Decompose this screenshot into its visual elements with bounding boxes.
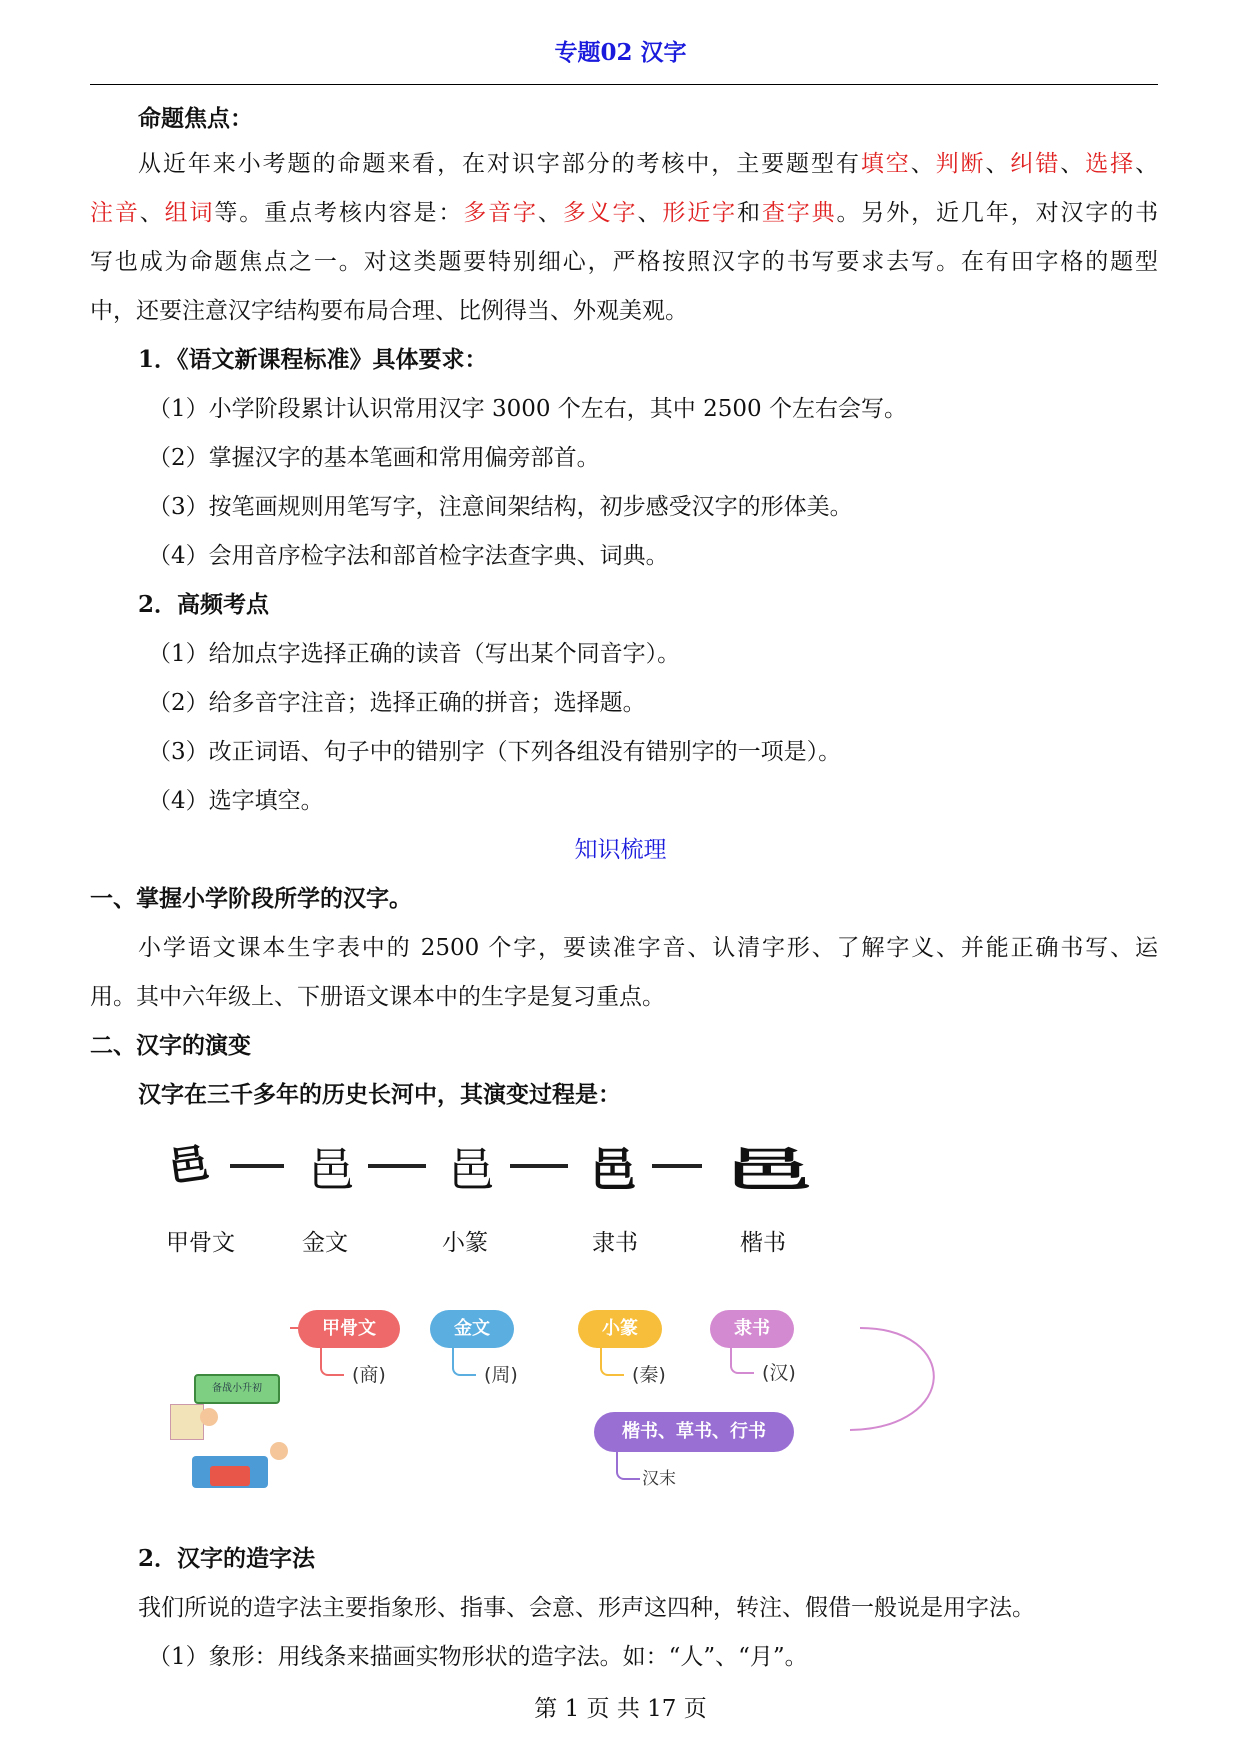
evo-label: 隶书 [592, 1230, 638, 1256]
keyword: 纠错 [1010, 151, 1061, 177]
hot-point-item: （3）改正词语、句子中的错别字（下列各组没有错别字的一项是）。 [148, 739, 842, 765]
hot-point-item: （2）给多音字注音；选择正确的拼音；选择题。 [148, 690, 646, 716]
page-title: 专题02 汉字 [554, 39, 687, 66]
node-regular-cursive-running: 楷书、草书、行书 [594, 1412, 794, 1452]
badge: 备战小升初 [194, 1374, 280, 1404]
knowledge-title: 知识梳理 [574, 837, 667, 863]
text: 、 [910, 151, 936, 177]
focus-line-2 [90, 194, 1158, 227]
dash [230, 1164, 284, 1168]
glyph-clerical: 邑 [590, 1143, 636, 1197]
glyph-regular: 邑 [724, 1143, 812, 1197]
evo-label: 金文 [302, 1230, 348, 1256]
keyword: 判断 [935, 151, 986, 177]
section-1-line: 用。其中六年级上、下册语文课本中的生字是复习重点。 [90, 984, 665, 1010]
focus-line-1 [138, 145, 1158, 178]
kids-reading-illustration [162, 1370, 300, 1492]
keyword: 多义字 [562, 200, 638, 226]
header-rule [90, 84, 1158, 85]
hot-point-item: （1）给加点字选择正确的读音（写出某个同音字）。 [148, 641, 681, 667]
keyword: 填空 [860, 151, 911, 177]
text: 和 [736, 200, 762, 226]
evolution-mind-map [150, 1278, 970, 1528]
focus-heading: 命题焦点： [138, 105, 253, 132]
text: 等。重点考核内容是： [214, 200, 464, 226]
focus-line-3: 写也成为命题焦点之一。对这类题要特别细心，严格按照汉字的书写要求去写。在有田字格的题型 [90, 249, 1158, 275]
era-label: (汉) [762, 1362, 796, 1384]
book-icon [210, 1466, 250, 1486]
section-1-heading: 一、掌握小学阶段所学的汉字。 [90, 885, 412, 912]
page-footer: 第 1 页 共 17 页 [534, 1696, 707, 1722]
connector [600, 1348, 624, 1376]
keyword: 多音字 [463, 200, 538, 226]
mind-map-root: 汉字的 演变 [198, 1296, 262, 1348]
requirement-item: （3）按笔画规则用笔写字，注意间架结构，初步感受汉字的形体美。 [148, 494, 853, 520]
requirement-item: （2）掌握汉字的基本笔画和常用偏旁部首。 [148, 445, 600, 471]
era-label: (周) [484, 1364, 518, 1386]
node-seal: 小篆 [578, 1310, 662, 1348]
connector [616, 1452, 640, 1480]
text: 从近年来小考题的命题来看，在对识字部分的考核中，主要题型有 [138, 151, 861, 177]
text: 、 [1060, 151, 1086, 177]
evo-label: 楷书 [740, 1230, 786, 1256]
keyword: 查字典 [761, 200, 837, 226]
evo-label: 小篆 [442, 1230, 488, 1256]
keyword: 选择 [1085, 151, 1136, 177]
node-oracle: 甲骨文 [298, 1310, 400, 1348]
text: 、 [1135, 151, 1159, 177]
focus-line-4: 中，还要注意汉字结构要布局合理、比例得当、外观美观。 [90, 298, 688, 324]
zaozi-line: 我们所说的造字法主要指象形、指事、会意、形声这四种，转注、假借一般说是用字法。 [138, 1595, 1035, 1621]
section-1-line: 小学语文课本生字表中的 2500 个字，要读准字音、认清字形、了解字义、并能正确书写、运 [138, 935, 1158, 961]
connector [320, 1348, 344, 1376]
glyph-seal: 邑 [448, 1143, 494, 1197]
kid-head-icon [270, 1442, 288, 1460]
dash [368, 1164, 426, 1168]
zaozi-line: （1）象形：用线条来描画实物形状的造字法。如：“人”、“月”。 [148, 1644, 808, 1670]
requirements-heading: 1．《语文新课程标准》具体要求： [138, 346, 488, 373]
keyword: 组词 [164, 200, 215, 226]
text: 、 [985, 151, 1011, 177]
node-clerical: 隶书 [710, 1310, 794, 1348]
evolution-intro: 汉字在三千多年的历史长河中，其演变过程是： [138, 1081, 621, 1108]
requirement-item: （1）小学阶段累计认识常用汉字 3000 个左右，其中 2500 个左右会写。 [148, 396, 907, 422]
text: 、 [637, 200, 663, 226]
keyword: 注音 [90, 200, 140, 226]
text: 。另外，近几年，对汉字的书 [836, 200, 1159, 226]
evolution-glyph-strip [165, 1126, 868, 1197]
era-label: (商) [352, 1364, 386, 1386]
hot-point-item: （4）选字填空。 [148, 788, 324, 814]
evo-label: 甲骨文 [166, 1230, 235, 1256]
section-2-heading: 二、汉字的演变 [90, 1032, 251, 1059]
node-bronze: 金文 [430, 1310, 514, 1348]
glyph-bronze: 邑 [308, 1143, 354, 1197]
keyword: 形近字 [662, 200, 737, 226]
text: 、 [537, 200, 563, 226]
kid-head-icon [200, 1408, 218, 1426]
zaozi-heading: 2．汉字的造字法 [138, 1545, 316, 1572]
requirement-item: （4）会用音序检字法和部首检字法查字典、词典。 [148, 543, 669, 569]
connector [730, 1348, 754, 1374]
dash [510, 1164, 568, 1168]
paper-icon [170, 1404, 204, 1440]
hot-points-heading: 2．高频考点 [138, 591, 270, 618]
text: 、 [139, 200, 165, 226]
era-label: 汉末 [642, 1469, 676, 1489]
glyph-oracle: 邑 [165, 1139, 212, 1192]
era-label: (秦) [632, 1364, 666, 1386]
connector [452, 1348, 476, 1376]
dash [652, 1164, 702, 1168]
